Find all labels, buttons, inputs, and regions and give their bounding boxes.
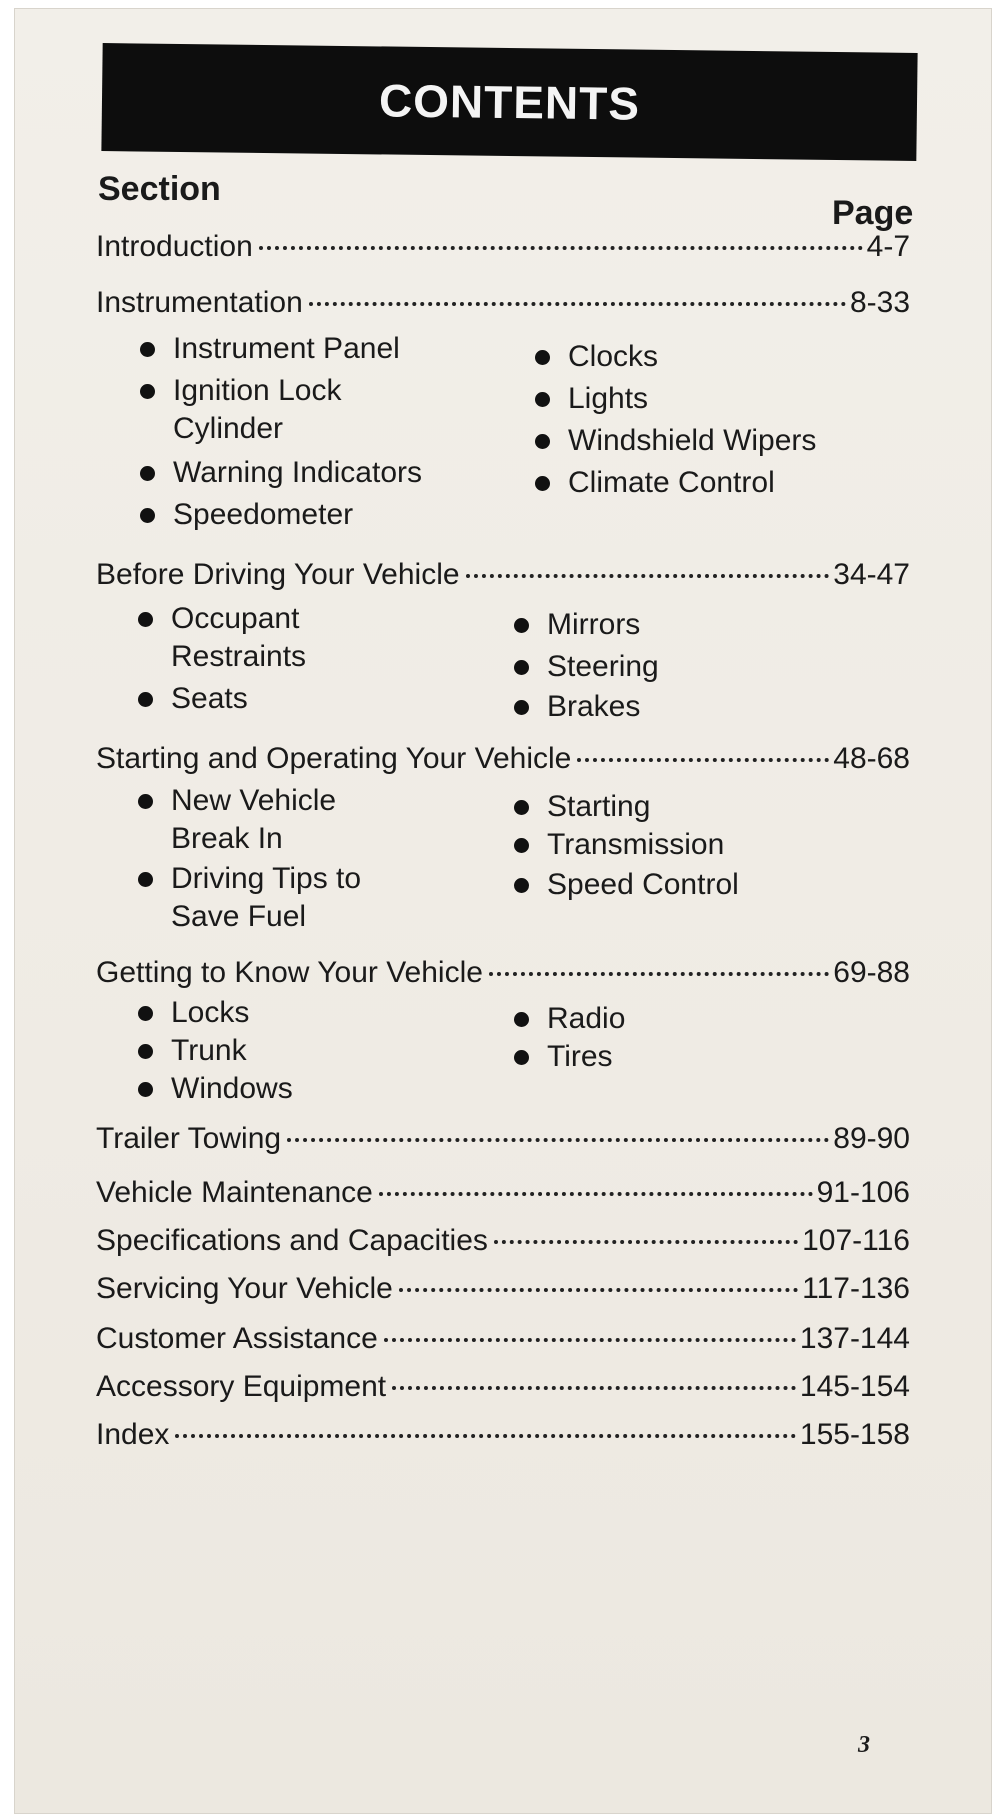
contents-title: CONTENTS [378,74,641,130]
subtopic-label: Mirrors [547,608,641,641]
dot-leader [577,758,829,762]
entry-pages: 48-68 [833,742,910,775]
entry-pages: 8-33 [849,286,910,319]
subtopic-label: Clocks [568,340,659,373]
toc-entry [96,1222,910,1260]
entry-title: Instrumentation [96,286,303,319]
entry-title: Before Driving Your Vehicle [96,558,460,591]
bullet-dot [514,700,529,715]
dot-leader [489,972,829,976]
page-number: 3 [858,1732,870,1758]
subtopic-label: Ignition Lock Cylinder [173,374,342,445]
dot-leader [259,246,863,250]
entry-pages: 145-154 [799,1370,910,1403]
toc-entry [96,1120,910,1158]
bullet-dot [514,1012,529,1027]
dot-leader [175,1434,796,1438]
subtopic-label: Seats [171,682,248,715]
entry-title: Specifications and Capacities [96,1224,488,1257]
page-column-header: Page [832,194,914,232]
entry-title: Customer Assistance [96,1322,378,1355]
subtopic-label: Lights [568,382,649,415]
section-column-header: Section [98,170,221,208]
entry-title: Index [96,1418,170,1451]
entry-pages: 89-90 [833,1122,910,1155]
subtopic-label: Trunk [171,1034,247,1067]
dot-leader [466,574,830,578]
subtopic-item [514,1038,613,1076]
bullet-dot [514,660,529,675]
entry-title: Starting and Operating Your Vehicle [96,742,572,775]
entry-pages: 4-7 [866,230,910,263]
bullet-dot [535,392,550,407]
bullet-dot [138,872,153,887]
entry-pages: 155-158 [799,1418,910,1451]
dot-leader [494,1240,798,1244]
bullet-dot [138,794,153,809]
subtopic-item [514,1000,625,1038]
dot-leader [309,302,846,306]
subtopic-item [514,606,640,644]
bullet-dot [514,800,529,815]
subtopic-item [514,648,659,686]
entry-pages: 137-144 [799,1322,910,1355]
subtopic-item [138,1032,247,1070]
dot-leader [379,1192,813,1196]
subtopic-item [138,860,361,936]
dot-leader [399,1288,798,1292]
subtopic-item [535,464,775,502]
bullet-dot [140,466,155,481]
entry-pages: 91-106 [816,1176,910,1209]
entry-title: Trailer Towing [96,1122,282,1155]
toc-entry [96,228,910,266]
entry-pages: 107-116 [802,1224,910,1257]
toc-entry [96,284,910,322]
bullet-dot [138,1006,153,1021]
subtopic-label: Windshield Wipers [568,424,817,457]
subtopic-label: Instrument Panel [173,332,400,365]
subtopic-label: Brakes [547,690,641,723]
subtopic-item [138,600,306,676]
bullet-dot [535,476,550,491]
entry-pages: 34-47 [833,558,910,591]
subtopic-item [535,338,658,376]
bullet-dot [535,350,550,365]
subtopic-label: Warning Indicators [173,456,422,489]
bullet-dot [514,838,529,853]
toc-entry [96,1174,910,1212]
bullet-dot [138,1082,153,1097]
subtopic-label: Radio [547,1002,626,1035]
toc-entry [96,1320,910,1358]
subtopic-item [535,380,648,418]
subtopic-item [514,688,640,726]
dot-leader [287,1138,829,1142]
subtopic-item [138,782,336,858]
entry-title: Servicing Your Vehicle [96,1272,393,1305]
entry-title: Vehicle Maintenance [96,1176,373,1209]
toc-entry [96,1270,910,1308]
bullet-dot [140,342,155,357]
subtopic-label: Starting [547,790,651,823]
subtopic-item [514,788,650,826]
subtopic-label: Occupant Restraints [171,602,307,673]
bullet-dot [514,1050,529,1065]
subtopic-label: Steering [547,650,659,683]
bullet-dot [138,692,153,707]
subtopic-label: Climate Control [568,466,775,499]
dot-leader [384,1338,796,1342]
bullet-dot [514,878,529,893]
bullet-dot [535,434,550,449]
bullet-dot [514,618,529,633]
entry-pages: 69-88 [833,956,910,989]
subtopic-item [140,496,353,534]
contents-banner [101,43,917,161]
subtopic-label: Locks [171,996,250,1029]
bullet-dot [138,612,153,627]
bullet-dot [140,384,155,399]
bullet-dot [138,1044,153,1059]
entry-title: Accessory Equipment [96,1370,387,1403]
dot-leader [392,1386,796,1390]
bullet-dot [140,508,155,523]
subtopic-item [138,1070,293,1108]
subtopic-item [138,994,249,1032]
subtopic-label: Driving Tips to Save Fuel [171,862,362,933]
subtopic-item [140,330,400,368]
subtopic-label: Tires [547,1040,613,1073]
toc-entry [96,1368,910,1406]
subtopic-item [535,422,816,460]
entry-title: Getting to Know Your Vehicle [96,956,483,989]
subtopic-item [514,866,739,904]
toc-entry [96,954,910,992]
subtopic-label: Transmission [547,828,725,861]
subtopic-item [138,680,248,718]
entry-title: Introduction [96,230,253,263]
subtopic-item [140,372,341,448]
toc-entry [96,556,910,594]
subtopic-item [140,454,422,492]
subtopic-label: New Vehicle Break In [171,784,337,855]
subtopic-label: Speed Control [547,868,739,901]
subtopic-label: Speedometer [173,498,354,531]
entry-pages: 117-136 [802,1272,910,1305]
subtopic-label: Windows [171,1072,293,1105]
subtopic-item [514,826,724,864]
toc-entry [96,740,910,778]
toc-entry [96,1416,910,1454]
